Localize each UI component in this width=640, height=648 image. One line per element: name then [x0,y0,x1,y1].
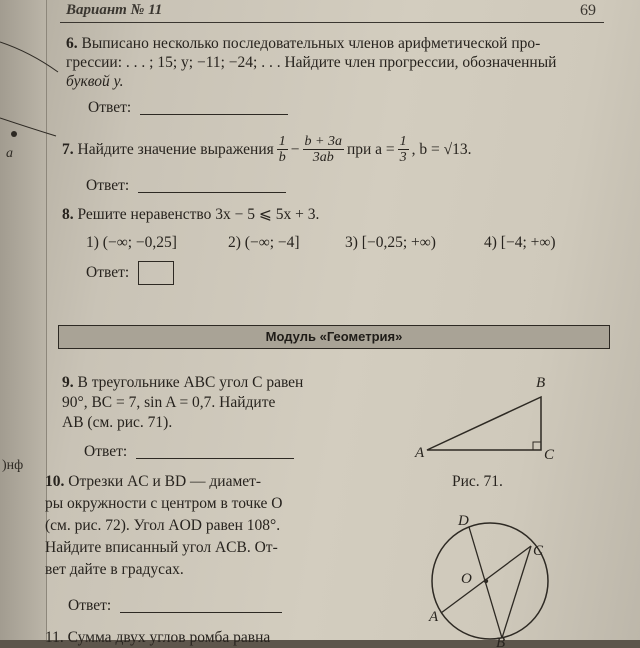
problem-8-answer-box[interactable] [138,261,174,285]
problem-9-answer-field[interactable] [136,458,294,459]
problem-6-number: 6. [66,35,78,52]
problem-7-answer-field[interactable] [138,192,286,193]
fraction-one-third: $\frac{1}{3}$ [399,134,407,165]
problem-8-line: 8. Решите неравенство 3x − 5 ⩽ 5x + 3. [62,206,320,223]
problem-10-line5: вет дайте в градусах. [45,561,184,578]
problem-10-line2: ры окружности с центром в точке O [45,495,283,512]
problem-6-line1: 6. Выписано несколько последовательных членов арифметической про- [66,35,541,52]
problem-9-answer-label: Ответ: [84,443,128,460]
problem-6-answer-field[interactable] [140,114,288,115]
figure-71-caption: Рис. 71. [452,473,503,490]
problem-6-answer-label: Ответ: [88,99,132,116]
fig71-label-a: A [415,445,425,461]
fraction-b-plus-3a: $\frac{b + 3a}{3ab}$ [304,134,342,165]
problem-8-answer-label: Ответ: [86,264,130,281]
problem-10-line4: Найдите вписанный угол ACB. От- [45,539,278,556]
problem-9-line2: 90°, BC = 7, sin A = 0,7. Найдите [62,394,276,411]
fraction-1-over-b: $\frac{1}{b}$ [278,134,286,165]
margin-fragment: )нф [2,458,24,473]
figure-71-triangle [405,370,575,465]
problem-7-answer-label: Ответ: [86,177,130,194]
problem-8-number: 8. [62,206,74,223]
margin-var-a: a [6,146,13,161]
problem-6-line3: буквой y. [66,73,124,90]
header-variant: Вариант № 11 [66,2,163,18]
option-4[interactable]: 4) [−4; +∞) [484,234,556,251]
fig72-label-d: D [458,513,469,529]
problem-7-line: 7. Найдите значение выражения $\frac{1}{b}$ − $\frac{b + 3a}{3ab}$ при a = $\frac{1}{3}$ , b = √13. [62,134,472,165]
fig72-label-b: B [496,635,506,648]
problem-6-line2: грессии: . . . ; 15; y; −11; −24; . . . Найдите член прогрессии, обозначенный [66,54,557,71]
problem-10-answer-field[interactable] [120,612,282,613]
problem-10-answer-label: Ответ: [68,597,112,614]
problem-7-number: 7. [62,140,74,158]
problem-10-line1: 10. Отрезки AC и BD — диамет- [45,473,262,490]
fig72-label-a: A [429,609,439,625]
option-2[interactable]: 2) (−∞; −4] [228,234,300,251]
header-page-number: 69 [580,2,596,19]
option-1[interactable]: 1) (−∞; −0,25] [86,234,177,251]
figure-72-circle [415,505,565,648]
problem-11-line1: 11. Сумма двух углов ромба равна [45,629,271,646]
option-3[interactable]: 3) [−0,25; +∞) [345,234,436,251]
fig71-label-c: C [544,447,555,463]
fig72-label-o: O [461,571,472,587]
fig71-label-b: B [536,375,546,391]
problem-9-number: 9. [62,374,74,391]
problem-10-line3: (см. рис. 72). Угол AOD равен 108°. [45,517,281,534]
header-rule [60,22,604,23]
module-geometry-title: Модуль «Геометрия» [58,325,610,349]
problem-10-number: 10. [45,473,65,490]
fig72-label-c: C [533,543,544,559]
problem-9-line1: 9. В треугольнике ABC угол C равен [62,374,304,391]
problem-9-line3: AB (см. рис. 71). [62,414,173,431]
